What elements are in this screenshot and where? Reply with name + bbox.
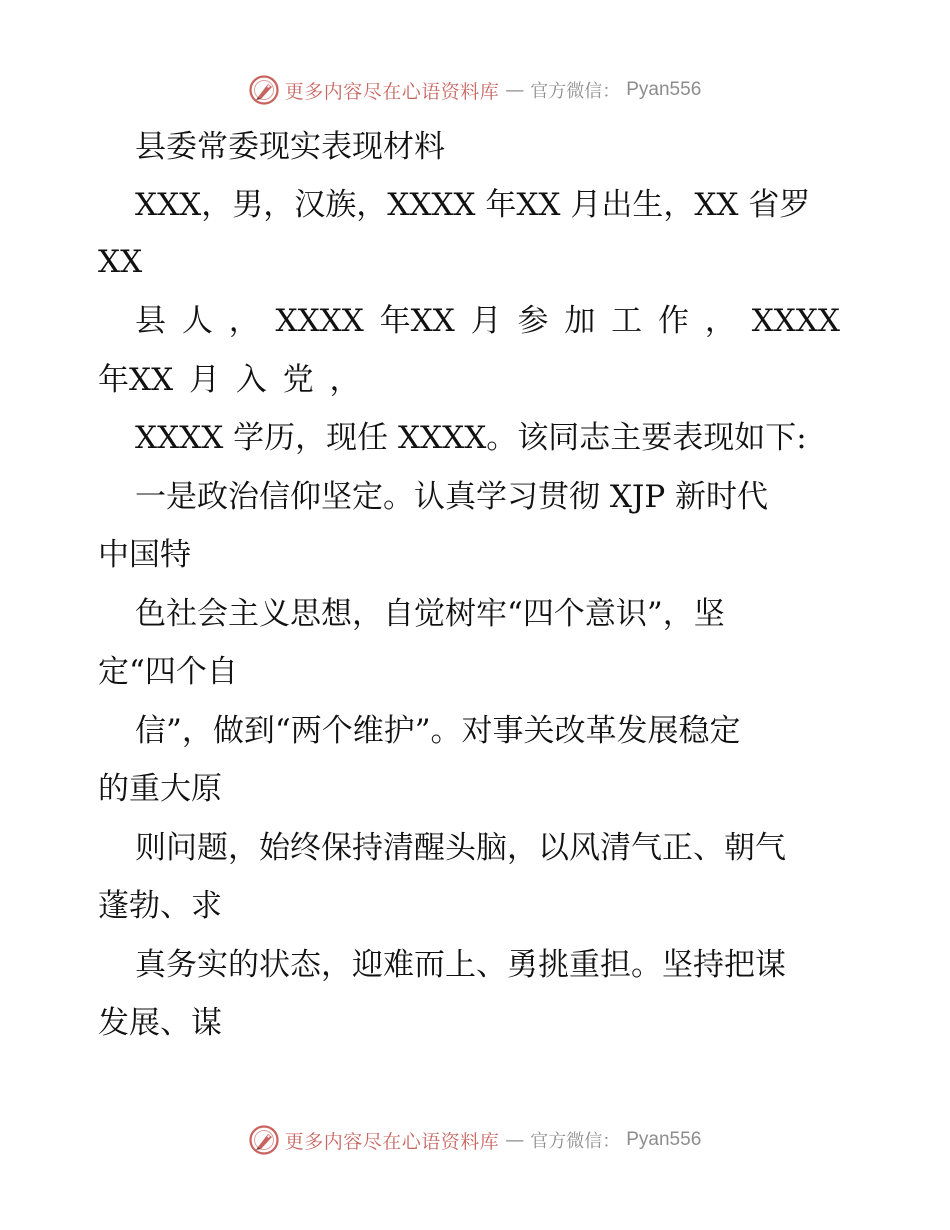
watermark-dash: — (505, 1129, 525, 1151)
footer-watermark (0, 1120, 950, 1160)
watermark-main-text: 更多内容尽在心语资料库 (284, 80, 500, 103)
watermark-handle: Pyan556 (626, 79, 702, 100)
document-word: 工 (611, 303, 643, 339)
document-line: 则问题，始终保持清醒头脑，以风清气正、朝气 (135, 830, 786, 866)
document-word: 作 (658, 303, 690, 339)
document-line: XX (98, 244, 143, 280)
document-line: 年XX 月 入 党 ， (98, 362, 361, 398)
watermark-main-text: 更多内容尽在心语资料库 (284, 1130, 500, 1153)
document-line: XXXX 学历，现任 XXXX。该同志主要表现如下: (135, 420, 807, 456)
document-word: 县 (135, 303, 166, 339)
document-word: 参 (517, 303, 549, 339)
watermark-handle: Pyan556 (626, 1129, 702, 1150)
document-word: 月 (470, 303, 502, 339)
pen-nib-logo-icon (249, 1125, 279, 1155)
document-word: XXXX (751, 303, 840, 339)
document-word: XXXX (275, 303, 364, 339)
document-title: 县委常委现实表现材料 (135, 129, 445, 165)
document-line: 的重大原 (98, 771, 222, 807)
watermark-brand (249, 1125, 702, 1155)
document-line: 真务实的状态，迎难而上、勇挑重担。坚持把谋 (135, 947, 786, 983)
document-line: 信”，做到“两个维护”。对事关改革发展稳定 (135, 713, 741, 749)
document-word: 年XX (379, 303, 455, 339)
document-word: ， (704, 303, 736, 339)
document-line: 中国特 (98, 537, 191, 573)
watermark-dash: — (505, 79, 525, 101)
document-line: 色社会主义思想，自觉树牢“四个意识”，坚 (135, 596, 725, 632)
document-word: 加 (564, 303, 596, 339)
document-line-spaced (135, 296, 840, 346)
document-line: 蓬勃、求 (98, 888, 222, 924)
document-line: XXX，男，汉族，XXXX 年XX 月出生，XX 省罗 (135, 187, 811, 223)
watermark-side-text: 官方微信： (530, 1131, 621, 1152)
document-word: 人 (181, 303, 213, 339)
document-word: ， (228, 303, 260, 339)
document-line: 定“四个自 (98, 654, 238, 690)
document-line: 一是政治信仰坚定。认真学习贯彻 XJP 新时代 (135, 479, 769, 515)
watermark-side-text: 官方微信： (530, 81, 621, 102)
document-line: 发展、谋 (98, 1005, 222, 1041)
